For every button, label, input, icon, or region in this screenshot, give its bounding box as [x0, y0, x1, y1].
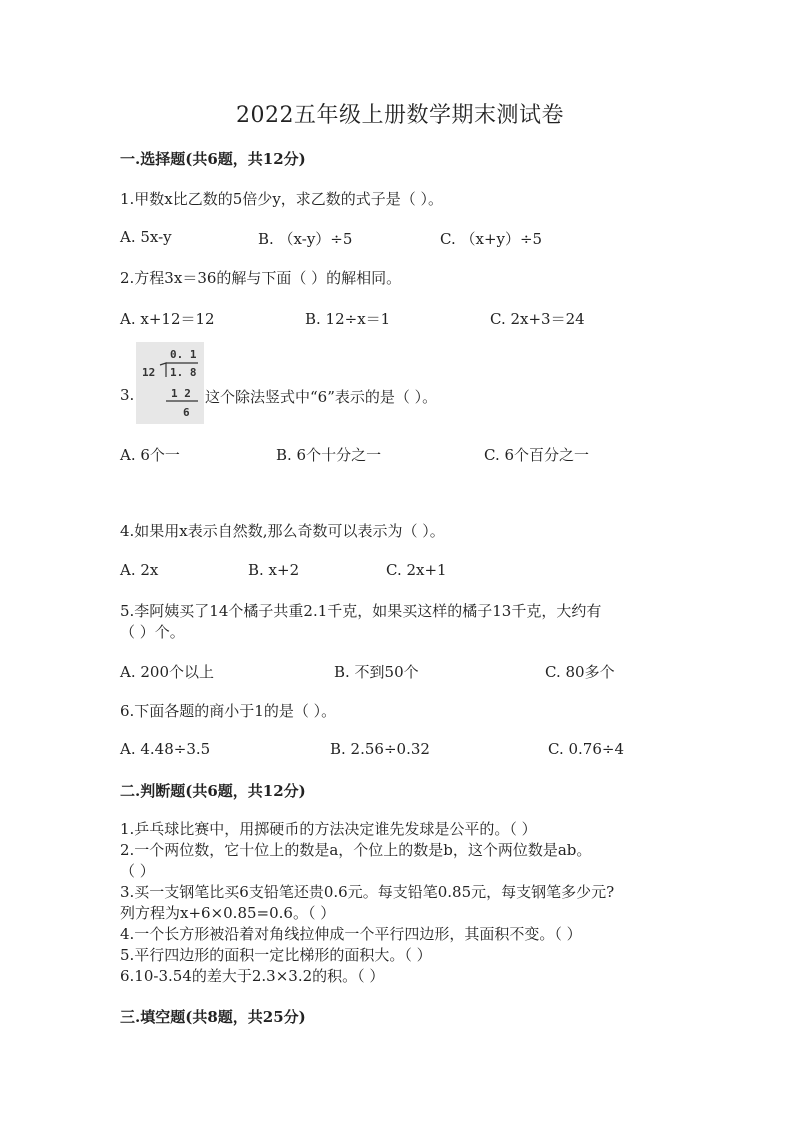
question-5-stem: 5.李阿姨买了14个橘子共重2.1千克，如果买这样的橘子13千克，大约有 [120, 602, 602, 620]
question-5-option-c: C. 80多个 [545, 663, 615, 681]
tf-line-4: 3.买一支钢笔比买6支铅笔还贵0.6元。每支铅笔0.85元，每支钢笔多少元? [120, 883, 615, 901]
division-divisor: 12 [142, 366, 156, 379]
tf-line-1: 1.乒乓球比赛中，用掷硬币的方法决定谁先发球是公平的。（ ） [120, 820, 537, 838]
question-4-option-a: A. 2x [120, 561, 159, 579]
question-1-option-a: A. 5x-y [120, 228, 172, 246]
question-6-option-a: A. 4.48÷3.5 [120, 740, 211, 758]
question-4-stem: 4.如果用x表示自然数,那么奇数可以表示为（ ）。 [120, 522, 445, 540]
section-heading-choice: 一.选择题(共6题，共12分) [120, 150, 306, 168]
tf-line-6: 4.一个长方形被沿着对角线拉伸成一个平行四边形，其面积不变。（ ） [120, 925, 582, 943]
question-6-option-b: B. 2.56÷0.32 [330, 740, 430, 758]
tf-line-5: 列方程为x+6×0.85=0.6。（ ） [120, 904, 336, 922]
question-3-option-a: A. 6个一 [120, 446, 180, 464]
question-1-stem: 1.甲数x比乙数的5倍少y，求乙数的式子是（ ）。 [120, 190, 444, 208]
question-3-option-b: B. 6个十分之一 [276, 446, 382, 464]
question-6-stem: 6.下面各题的商小于1的是（ ）。 [120, 702, 337, 720]
question-2-option-a: A. x+12＝12 [120, 310, 215, 328]
question-5-stem-continued: （ ）个。 [120, 623, 185, 641]
question-1-option-c: C. （x+y）÷5 [440, 230, 543, 248]
question-4-option-b: B. x+2 [248, 561, 300, 579]
question-2-option-b: B. 12÷x＝1 [305, 310, 391, 328]
page-title: 2022五年级上册数学期末测试卷 [236, 103, 564, 128]
question-4-option-c: C. 2x+1 [386, 561, 447, 579]
question-5-option-a: A. 200个以上 [120, 663, 214, 681]
question-3-number: 3. [120, 386, 135, 404]
question-2-option-c: C. 2x+3＝24 [490, 310, 585, 328]
section-heading-fill-blank: 三.填空题(共8题，共25分) [120, 1008, 306, 1026]
question-6-option-c: C. 0.76÷4 [548, 740, 624, 758]
division-quotient: 0. 1 [170, 348, 197, 361]
question-2-stem: 2.方程3x＝36的解与下面（ ）的解相同。 [120, 269, 402, 287]
tf-line-2: 2.一个两位数，它十位上的数是a，个位上的数是b，这个两位数是ab。 [120, 841, 592, 859]
question-5-option-b: B. 不到50个 [334, 663, 419, 681]
section-heading-true-false: 二.判断题(共6题，共12分) [120, 782, 306, 800]
tf-line-7: 5.平行四边形的面积一定比梯形的面积大。（ ） [120, 946, 432, 964]
tf-line-3: （ ） [120, 862, 155, 880]
division-figure-svg [136, 342, 204, 424]
question-3-stem: 这个除法竖式中“6”表示的是（ ）。 [205, 388, 438, 406]
tf-line-8: 6.10-3.54的差大于2.3×3.2的积。（ ） [120, 967, 385, 985]
division-remainder: 6 [183, 406, 190, 419]
question-3-option-c: C. 6个百分之一 [484, 446, 590, 464]
division-dividend: 1. 8 [170, 366, 197, 379]
question-1-option-b: B. （x-y）÷5 [258, 230, 353, 248]
long-division-figure [136, 342, 204, 424]
division-product: 1 2 [171, 387, 191, 400]
